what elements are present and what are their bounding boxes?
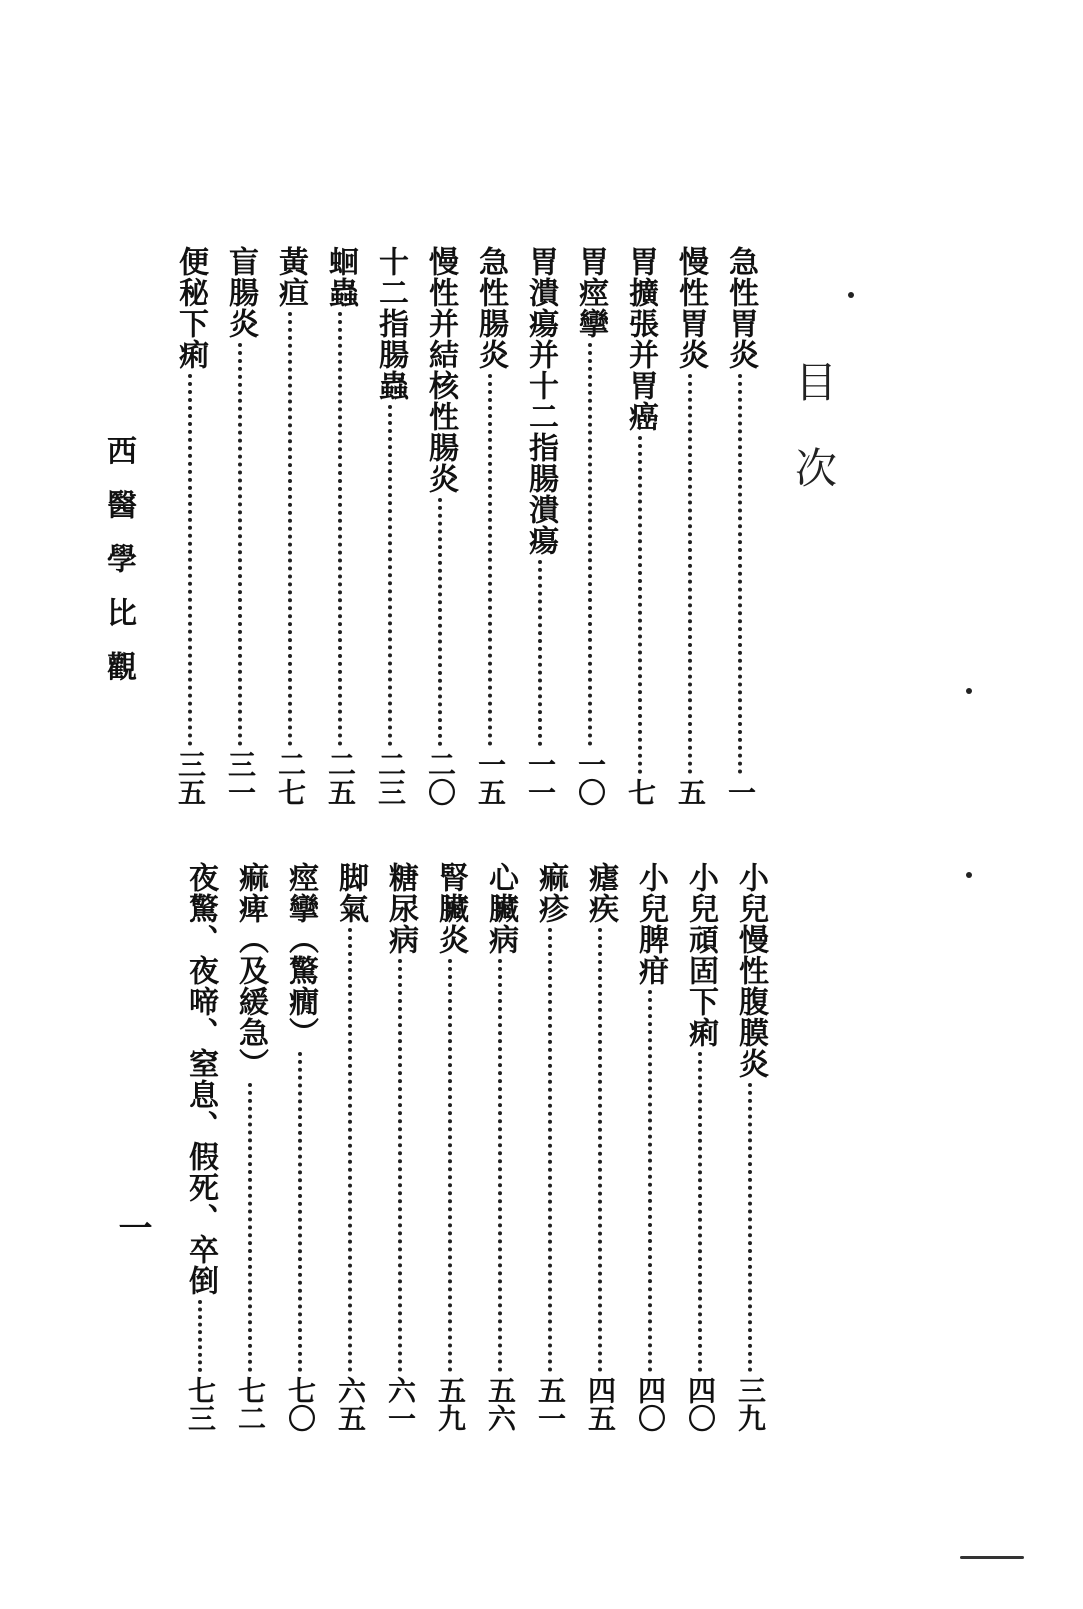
- leader-dots: [388, 405, 392, 746]
- scan-streak: [960, 1556, 1024, 1559]
- toc-entry-page: 四〇: [634, 1376, 667, 1432]
- leader-dots: [648, 990, 652, 1372]
- leader-dots: [348, 928, 352, 1372]
- leader-dots: [238, 343, 242, 746]
- toc-entry: [175, 862, 225, 1432]
- toc-entry-page: 二七: [274, 750, 307, 806]
- toc-entry-text: 痲疹: [533, 862, 568, 924]
- toc-entry: [525, 862, 575, 1432]
- toc-entry-text: 胃潰瘍并十二指腸潰瘍: [523, 246, 558, 556]
- leader-dots: [438, 498, 442, 746]
- toc-entry-page: 一: [724, 778, 757, 806]
- scan-speck: [848, 292, 854, 298]
- toc-entry-page: 七三: [184, 1376, 217, 1432]
- toc-entry-page: 二〇: [424, 750, 457, 806]
- toc-entry: [415, 246, 465, 806]
- leader-dots: [638, 436, 642, 774]
- toc-entry: [565, 246, 615, 806]
- toc-entry-page: 五: [674, 778, 707, 806]
- toc-entry: [215, 246, 265, 806]
- toc-entry: [625, 862, 675, 1432]
- toc-entry: [265, 246, 315, 806]
- toc-upper-block: [165, 246, 765, 806]
- toc-entry: [675, 862, 725, 1432]
- toc-entry-page: 七〇: [284, 1376, 317, 1432]
- toc-entry: [275, 862, 325, 1432]
- leader-dots: [198, 1300, 202, 1372]
- toc-entry-text: 腎臟炎: [433, 862, 468, 955]
- toc-entry-page: 六一: [384, 1376, 417, 1432]
- leader-dots: [688, 374, 692, 774]
- toc-entry-page: 三五: [174, 750, 207, 806]
- toc-entry: [475, 862, 525, 1432]
- page-number: 一: [112, 1210, 152, 1244]
- toc-entry-page: 四五: [584, 1376, 617, 1432]
- leader-dots: [538, 560, 542, 746]
- toc-entry-text: 胃痙攣: [573, 246, 608, 339]
- toc-entry-text: 急性腸炎: [473, 246, 508, 370]
- book-title: 西醫學比觀: [101, 435, 136, 705]
- leader-dots: [588, 343, 592, 746]
- toc-entry: [375, 862, 425, 1432]
- toc-entry-page: 一五: [474, 750, 507, 806]
- toc-entry-text: 黃疸: [273, 246, 308, 308]
- toc-entry-text: 慢性胃炎: [673, 246, 708, 370]
- toc-entry-text: 小兒脾疳: [633, 862, 668, 986]
- toc-entry-page: 六五: [334, 1376, 367, 1432]
- toc-entry-page: 一一: [524, 750, 557, 806]
- toc-entry-page: 三一: [224, 750, 257, 806]
- toc-entry: [665, 246, 715, 806]
- toc-entry-text: 盲腸炎: [223, 246, 258, 339]
- leader-dots: [448, 959, 452, 1372]
- toc-entry-page: 二三: [374, 750, 407, 806]
- scan-speck: [966, 688, 972, 694]
- scan-speck: [966, 872, 972, 878]
- leader-dots: [738, 374, 742, 774]
- toc-entry-text: 心臟病: [483, 862, 518, 955]
- toc-entry: [425, 862, 475, 1432]
- toc-entry: [575, 862, 625, 1432]
- toc-entry-text: 瘧疾: [583, 862, 618, 924]
- toc-entry: [165, 246, 215, 806]
- toc-entry-text: 慢性并結核性腸炎: [423, 246, 458, 494]
- leader-dots: [248, 1083, 252, 1372]
- leader-dots: [498, 959, 502, 1372]
- toc-entry-page: 四〇: [684, 1376, 717, 1432]
- toc-entry: [465, 246, 515, 806]
- toc-entry: [615, 246, 665, 806]
- toc-entry-text: 便秘下痢: [173, 246, 208, 370]
- toc-entry-page: 七二: [234, 1376, 267, 1432]
- toc-entry: [225, 862, 275, 1432]
- leader-dots: [748, 1083, 752, 1372]
- toc-entry-page: 七: [624, 778, 657, 806]
- leader-dots: [338, 312, 342, 746]
- toc-entry-page: 二五: [324, 750, 357, 806]
- leader-dots: [398, 959, 402, 1372]
- toc-entry-page: 一〇: [574, 750, 607, 806]
- toc-entry-text: 十二指腸蟲: [373, 246, 408, 401]
- leader-dots: [488, 374, 492, 746]
- toc-entry: [515, 246, 565, 806]
- toc-entry-page: 五一: [534, 1376, 567, 1432]
- leader-dots: [698, 1052, 702, 1372]
- toc-entry-text: 夜驚、夜啼、窒息、假死、卒倒: [183, 862, 218, 1296]
- toc-lower-block: [175, 862, 775, 1432]
- toc-entry: [325, 862, 375, 1432]
- toc-entry: [725, 862, 775, 1432]
- toc-entry-text: 小兒慢性腹膜炎: [733, 862, 768, 1079]
- toc-entry-text: 痙攣（驚癇）: [283, 862, 318, 1048]
- toc-entry-text: 胃擴張并胃癌: [623, 246, 658, 432]
- toc-entry-text: 蛔蟲: [323, 246, 358, 308]
- toc-entry-text: 小兒頑固下痢: [683, 862, 718, 1048]
- leader-dots: [598, 928, 602, 1372]
- leader-dots: [298, 1052, 302, 1372]
- toc-entry: [315, 246, 365, 806]
- toc-entry-text: 痲痺（及緩急）: [233, 862, 268, 1079]
- leader-dots: [188, 374, 192, 746]
- toc-entry-page: 五九: [434, 1376, 467, 1432]
- toc-entry: [365, 246, 415, 806]
- toc-entry-text: 脚氣: [333, 862, 368, 924]
- leader-dots: [548, 928, 552, 1372]
- page-title: 目次: [789, 360, 838, 532]
- toc-entry: [715, 246, 765, 806]
- toc-entry-text: 糖尿病: [383, 862, 418, 955]
- toc-entry-page: 三九: [734, 1376, 767, 1432]
- toc-entry-page: 五六: [484, 1376, 517, 1432]
- toc-entry-text: 急性胃炎: [723, 246, 758, 370]
- leader-dots: [288, 312, 292, 746]
